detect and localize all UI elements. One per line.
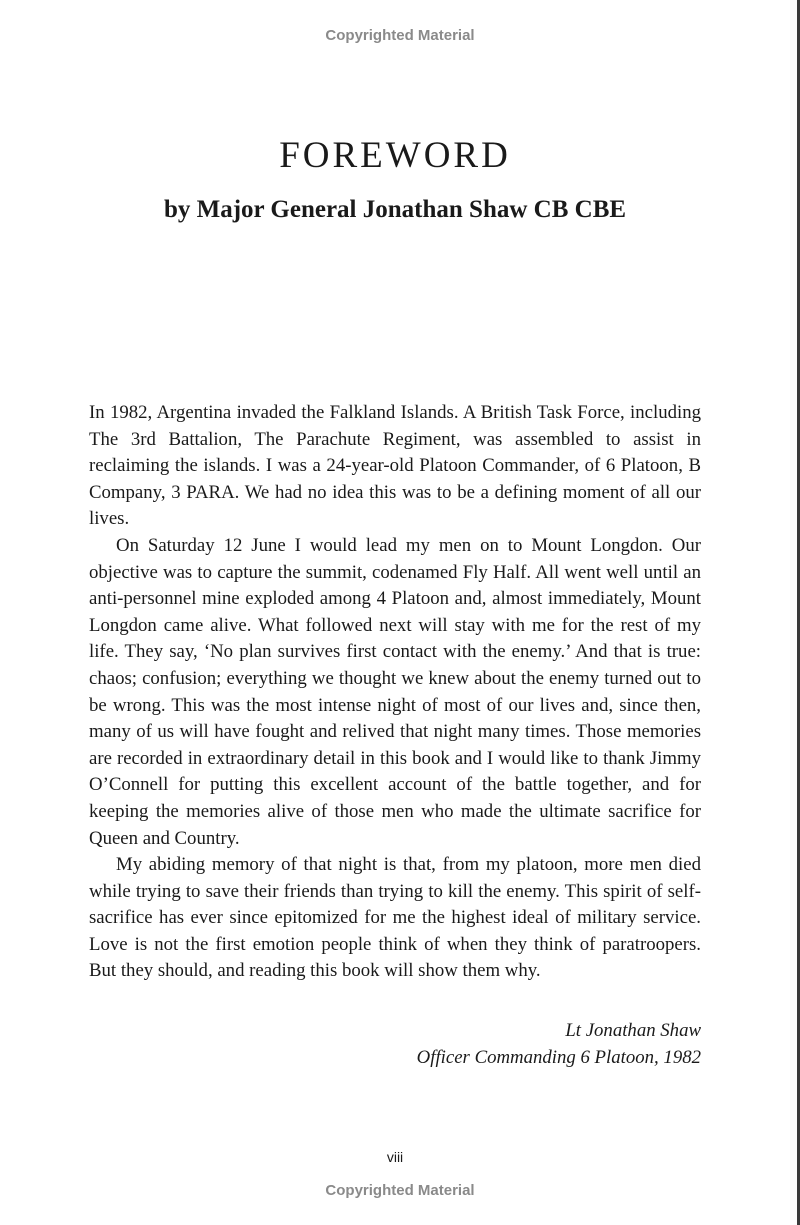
page-title: FOREWORD	[279, 135, 511, 176]
foreword-body	[89, 400, 701, 985]
paragraph: In 1982, Argentina invaded the Falkland Islands. A British Task Force, including The 3rd Battalion, The Parachute Regiment, was assembled to assist in reclaiming the islands. I was a 24-year-old Platoon Commander, of 6 Platoon, B Company, 3 PARA. We had no idea this was to be a defining moment of all our lives.	[89, 402, 701, 530]
signature-name: Lt Jonathan Shaw	[565, 1020, 701, 1041]
signature-block	[417, 1017, 701, 1071]
page-subtitle: by Major General Jonathan Shaw CB CBE	[163, 196, 627, 223]
signature-role: Officer Commanding 6 Platoon, 1982	[416, 1047, 701, 1068]
paragraph: On Saturday 12 June I would lead my men on to Mount Longdon. Our objective was to capture the summit, codenamed Fly Half. All went well until an anti-personnel mine exploded among 4 Platoon and, almost immediately, Mount Longdon came alive. What followed next will stay with me for the rest of my life. They say, ‘No plan survives first contact with the enemy.’ And that is true: chaos; confusion; everything we thought we knew about the enemy turned out to be wrong. This was the most intense night of most of our lives and, since then, many of us will have fought and relived that night many times. Those memories are recorded in extraordinary detail in this book and I would like to thank Jimmy O’Connell for putting this excellent account of the battle together, and for keeping the memories alive of those men who made the ultimate sacrifice for Queen and Country.	[89, 534, 701, 849]
paragraph: My abiding memory of that night is that, from my platoon, more men died while trying to save their friends than trying to kill the enemy. This spirit of self-sacrifice has ever since epitomized for me the highest ideal of military service. Love is not the first emotion people think of when they think of paratroopers. But they should, and reading this book will show them why.	[89, 854, 701, 982]
copyright-watermark-top: Copyrighted Material	[325, 27, 475, 44]
page-number: viii	[386, 1149, 404, 1165]
copyright-watermark-bottom: Copyrighted Material	[325, 1182, 475, 1199]
